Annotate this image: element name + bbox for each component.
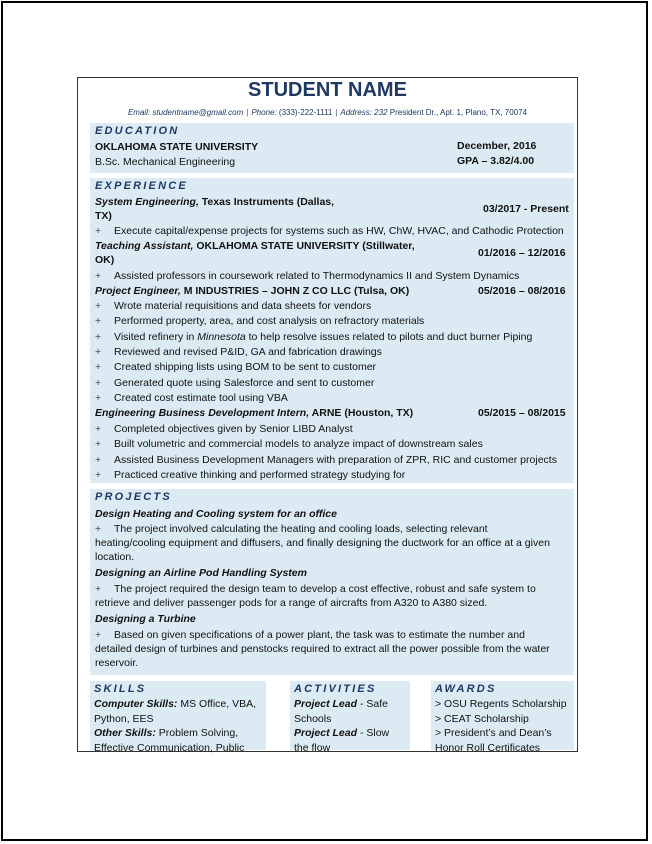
job-bullet: + Practiced creative thinking and performed strategy studying for xyxy=(95,469,406,481)
award-item: Honor Roll Certificates xyxy=(435,741,541,754)
award-item: > President’s and Dean’s xyxy=(435,727,552,740)
job-date: 05/2016 – 08/2016 xyxy=(478,285,566,297)
phone-value: (333)-222-1111 xyxy=(278,108,333,117)
job-title: Engineering Business Development Intern, ARNE (Houston, TX) xyxy=(95,407,414,419)
job-bullet: + Reviewed and revised P&ID, GA and fabrication drawings xyxy=(95,346,382,358)
project-line: + The project required the design team to develop a cost effective, robust and safe system to xyxy=(95,583,536,595)
graduation-date: December, 2016 xyxy=(457,140,537,152)
address-label: Address: 232 xyxy=(340,108,388,117)
job-bullet: + Performed property, area, and cost analysis on refractory materials xyxy=(95,315,425,327)
activities-text: Project Lead - Safe Schools Project Lead - Slow the flow xyxy=(294,698,390,754)
award-item: > OSU Regents Scholarship xyxy=(435,698,567,710)
awards-heading: AWARDS xyxy=(435,683,497,695)
job-bullet: + Completed objectives given by Senior LIBD Analyst xyxy=(95,423,353,435)
gpa: GPA – 3.82/4.00 xyxy=(457,155,535,167)
email-label: Email: xyxy=(127,108,151,117)
job-title: System Engineering, Texas Instruments (Dallas, xyxy=(95,196,335,208)
job-bullet: + Built volumetric and commercial models to analyze impact of downstream sales xyxy=(95,438,483,450)
job-title-cont: TX) xyxy=(95,210,112,222)
job-date: 05/2015 – 08/2015 xyxy=(478,407,566,419)
job-bullet: + Wrote material requisitions and data sheets for vendors xyxy=(95,300,372,312)
project-line: reservoir. xyxy=(95,657,139,669)
job-title: Teaching Assistant, OKLAHOMA STATE UNIVERSITY (Stillwater, xyxy=(95,240,415,252)
student-name: STUDENT NAME xyxy=(248,79,407,101)
skills-section xyxy=(90,681,266,754)
education-section xyxy=(90,123,574,173)
resume-document xyxy=(77,77,578,752)
awards-section xyxy=(431,681,574,754)
activities-section xyxy=(290,681,410,754)
project-line: + The project involved calculating the heating and cooling loads, selecting relevant xyxy=(95,523,488,535)
awards-text xyxy=(435,697,567,755)
award-item: > CEAT Scholarship xyxy=(435,712,529,725)
job-bullet: + Visited refinery in Minnesota to help resolve issues related to pilots and duct burner Piping xyxy=(95,331,533,343)
school-name: OKLAHOMA STATE UNIVERSITY xyxy=(95,141,259,153)
education-heading: EDUCATION xyxy=(95,125,180,137)
activities-heading: ACTIVITIES xyxy=(294,683,377,695)
job-title: Project Engineer, M INDUSTRIES – JOHN Z CO LLC (Tulsa, OK) xyxy=(95,285,410,297)
job-bullet: + Created cost estimate tool using VBA xyxy=(95,392,288,404)
job-date: 03/2017 - Present xyxy=(483,203,569,215)
separator: | xyxy=(246,108,249,117)
separator: | xyxy=(335,108,338,117)
job-bullet: + Assisted Business Development Managers with preparation of ZPR, RIC and customer projects xyxy=(95,454,557,466)
projects-section xyxy=(90,489,574,675)
skills-heading: SKILLS xyxy=(94,683,147,695)
job-bullet: + Execute capital/expense projects for systems such as HW, ChW, HVAC, and Cathodic Protection xyxy=(95,225,564,237)
job-title-cont: OK) xyxy=(95,254,115,266)
job-bullet: + Assisted professors in coursework related to Thermodynamics II and System Dynamics xyxy=(95,270,520,282)
contact-line xyxy=(78,108,577,117)
email-value[interactable]: studentname@gmail.com xyxy=(152,108,244,117)
project-name: Designing an Airline Pod Handling System xyxy=(95,567,307,579)
project-line: detailed design of turbines and penstocks required to extract all the power possible from the water xyxy=(95,643,550,655)
job-bullet: + Generated quote using Salesforce and sent to customer xyxy=(95,377,375,389)
project-line: heating/cooling equipment and diffusers, and finally designing the ductwork for an office at a given xyxy=(95,537,550,549)
project-line: retrieve and deliver passenger pods for a range of aircrafts from A320 to A380 sized. xyxy=(95,597,488,609)
project-line: location. xyxy=(95,551,135,563)
experience-heading: EXPERIENCE xyxy=(95,180,188,192)
skills-text: Computer Skills: MS Office, VBA, Python, EES Other Skills: Problem Solving, Effective Communication, Public xyxy=(94,698,257,754)
job-bullet: + Created shipping lists using BOM to be sent to customer xyxy=(95,361,377,373)
project-name: Designing a Turbine xyxy=(95,613,196,625)
address-value: President Dr., Apt. 1, Plano, TX, 70074 xyxy=(389,108,528,117)
job-date: 01/2016 – 12/2016 xyxy=(478,247,566,259)
phone-label: Phone: xyxy=(251,108,277,117)
degree: B.Sc. Mechanical Engineering xyxy=(95,156,236,168)
projects-heading: PROJECTS xyxy=(95,491,172,503)
project-line: + Based on given specifications of a power plant, the task was to estimate the number and xyxy=(95,629,525,641)
experience-section xyxy=(90,178,574,483)
project-name: Design Heating and Cooling system for an office xyxy=(95,508,337,520)
